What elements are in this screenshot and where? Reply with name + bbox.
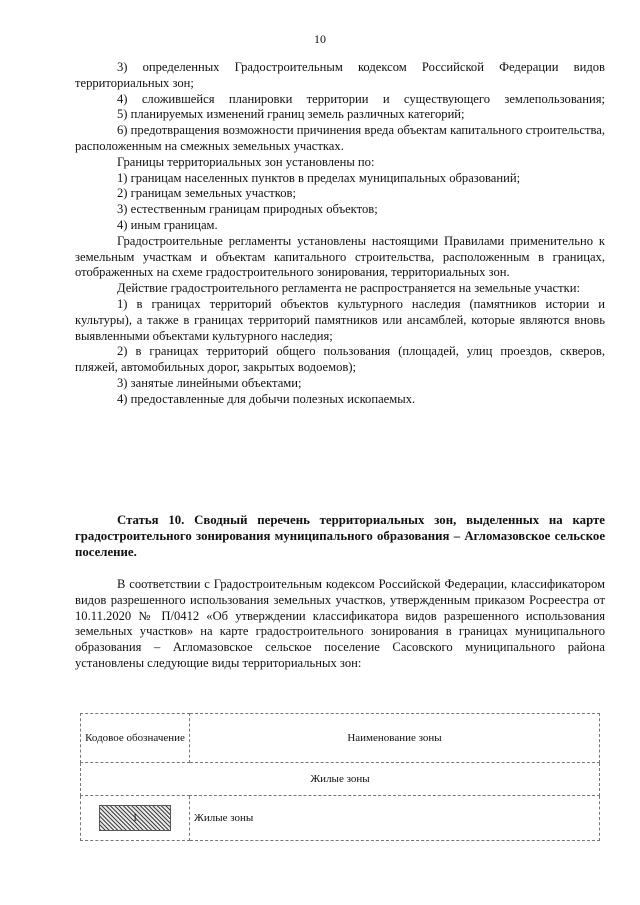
zone-code-label: 1 — [132, 812, 138, 824]
header-code-cell: Кодовое обозначение — [81, 714, 190, 763]
paragraph: 4) сложившейся планировки территории и существующего землепользования; — [117, 91, 605, 106]
paragraph: 6) предотвращения возможности причинения вреда объектам капитального строительства, расположенным на смежных земельных участках. — [75, 123, 605, 153]
zone-code-cell — [81, 796, 190, 841]
zones-table — [80, 713, 600, 841]
paragraph: Градостроительные регламенты установлены настоящими Правилами применительно к земельным участкам и объектам капитального строительства, расположенным в границах, отображенных на схеме градостроительного зонирования, территориальных зон. — [75, 233, 605, 280]
article-heading: Статья 10. Сводный перечень территориальных зон, выделенных на карте градостроительного зонирования муниципального образования – Агломазовское сельское поселение. — [75, 513, 605, 559]
paragraph: 3) занятые линейными объектами; — [117, 375, 302, 390]
paragraph: 2) в границах территорий общего пользования (площадей, улиц проездов, скверов, пляжей, автомобильных дорог, закрытых водоемов); — [75, 344, 605, 375]
table-header-row — [81, 714, 600, 763]
paragraph: 4) иным границам. — [117, 217, 218, 232]
paragraph: 3) естественным границам природных объектов; — [117, 202, 378, 217]
body-text — [75, 60, 605, 408]
table-group-row — [81, 763, 600, 796]
paragraph: 5) планируемых изменений границ земель различных категорий; — [117, 107, 465, 122]
paragraph: 1) в границах территорий объектов культурного наследия (памятников истории и культуры), а также в границах территорий памятников или ансамблей, которые являются вновь выявленными объектами культурного наследия; — [75, 296, 605, 343]
header-name-cell: Наименование зоны — [190, 714, 600, 763]
paragraph: Границы территориальных зон установлены по: — [117, 154, 375, 169]
paragraph: 1) границам населенных пунктов в пределах муниципальных образований; — [117, 170, 521, 185]
zone-name-cell: Жилые зоны — [190, 796, 600, 841]
paragraph: Действие градостроительного регламента не распространяется на земельные участки: — [117, 281, 580, 296]
paragraph: 2) границам земельных участков; — [117, 186, 296, 201]
table-row — [81, 796, 600, 841]
paragraph: 3) определенных Градостроительным кодексом Российской Федерации видов территориальных зон; — [75, 60, 605, 90]
paragraph: 4) предоставленные для добычи полезных ископаемых. — [117, 391, 416, 406]
group-title-cell: Жилые зоны — [81, 763, 600, 796]
hatched-zone-swatch — [99, 805, 171, 831]
page-number: 10 — [314, 32, 326, 46]
article-text: В соответствии с Градостроительным кодексом Российской Федерации, классификатором видов разрешенного использования земельных участков, утвержденным приказом Росреестра от 10.11.2020 № П/0412 «Об утверждении классификатора видов разрешенного использования земельных участков» на карте градостроительного зонирования в границах муниципального образования – Агломазовское сельское поселение Сасовского муниципального района установлены следующие виды территориальных зон: — [75, 577, 605, 670]
